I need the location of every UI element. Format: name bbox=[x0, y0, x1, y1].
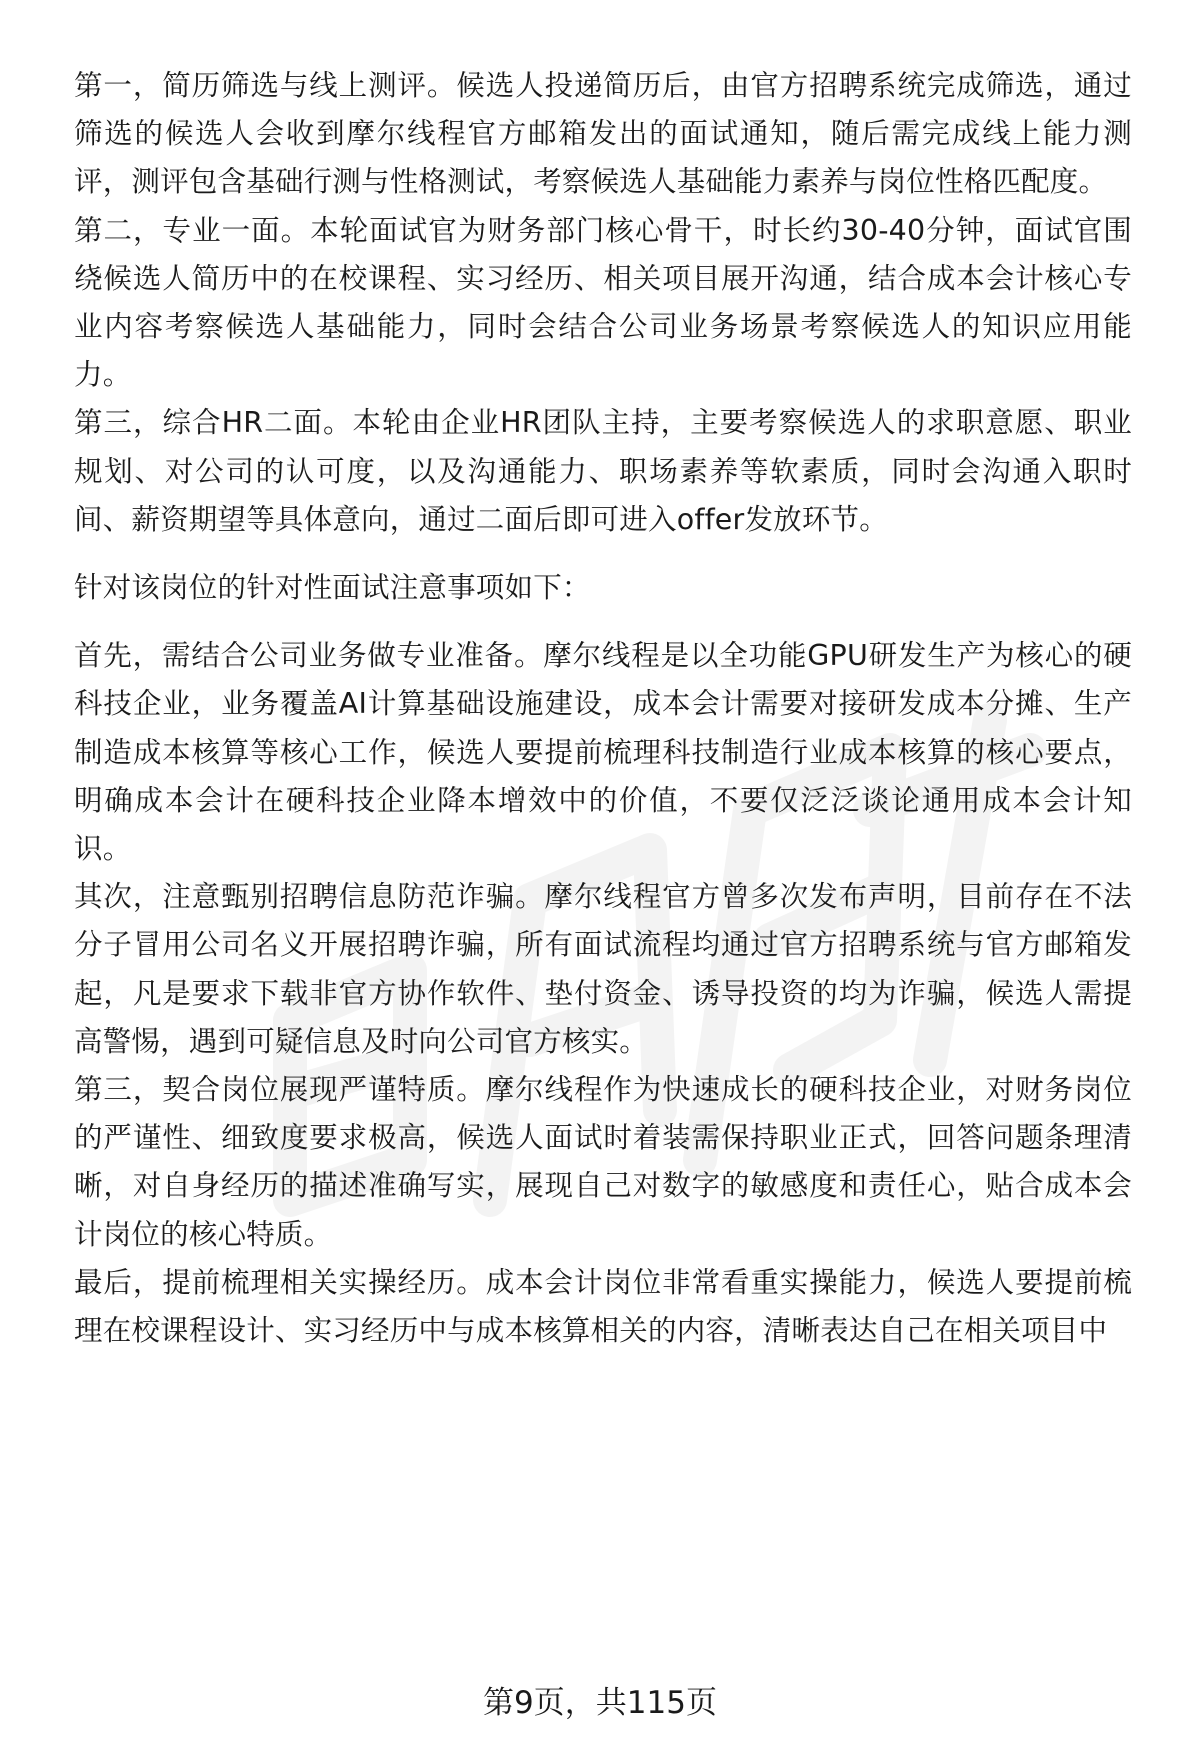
paragraph-step-one: 第一，简历筛选与线上测评。候选人投递简历后，由官方招聘系统完成筛选，通过筛选的候选人会收到摩尔线程官方邮箱发出的面试通知，随后需完成线上能力测评，测评包含基础行测与性格测试，考察候选人基础能力素养与岗位性格匹配度。 bbox=[74, 69, 1132, 199]
paragraph-notes-intro: 针对该岗位的针对性面试注意事项如下： bbox=[74, 571, 591, 605]
paragraph-note-second: 其次，注意甄别招聘信息防范诈骗。摩尔线程官方曾多次发布声明，目前存在不法分子冒用公司名义开展招聘诈骗，所有面试流程均通过官方招聘系统与官方邮箱发起，凡是要求下载非官方协作软件、垫付资金、诱导投资的均为诈骗，候选人需提高警惕，遇到可疑信息及时向公司官方核实。 bbox=[74, 880, 1132, 1058]
paragraph-note-third: 第三，契合岗位展现严谨特质。摩尔线程作为快速成长的硬科技企业，对财务岗位的严谨性、细致度要求极高，候选人面试时着装需保持职业正式，回答问题条理清晰，对自身经历的描述准确写实，展现自己对数字的敏感度和责任心，贴合成本会计岗位的核心特质。 bbox=[74, 1073, 1132, 1251]
document-body bbox=[74, 62, 1132, 1355]
paragraph-step-two: 第二，专业一面。本轮面试官为财务部门核心骨干，时长约30-40分钟，面试官围绕候选人简历中的在校课程、实习经历、相关项目展开沟通，结合成本会计核心专业内容考察候选人基础能力，同时会结合公司业务场景考察候选人的知识应用能力。 bbox=[74, 213, 1132, 392]
paragraph-note-first: 首先，需结合公司业务做专业准备。摩尔线程是以全功能GPU研发生产为核心的硬科技企业，业务覆盖AI计算基础设施建设，成本会计需要对接研发成本分摊、生产制造成本核算等核心工作，候选人要提前梳理科技制造行业成本核算的核心要点，明确成本会计在硬科技企业降本增效中的价值，不要仅泛泛谈论通用成本会计知识。 bbox=[74, 639, 1132, 866]
paragraph-note-last: 最后，提前梳理相关实操经历。成本会计岗位非常看重实操能力，候选人要提前梳理在校课程设计、实习经历中与成本核算相关的内容，清晰表达自己在相关项目中 bbox=[74, 1265, 1132, 1348]
paragraph-spacer bbox=[74, 544, 1132, 564]
paragraph-spacer bbox=[74, 612, 1132, 632]
paragraph-step-three: 第三，综合HR二面。本轮由企业HR团队主持，主要考察候选人的求职意愿、职业规划、对公司的认可度，以及沟通能力、职场素养等软素质，同时会沟通入职时间、薪资期望等具体意向，通过二面后即可进入offer发放环节。 bbox=[74, 406, 1132, 536]
page-number-footer: 第9页，共115页 bbox=[483, 1685, 717, 1721]
